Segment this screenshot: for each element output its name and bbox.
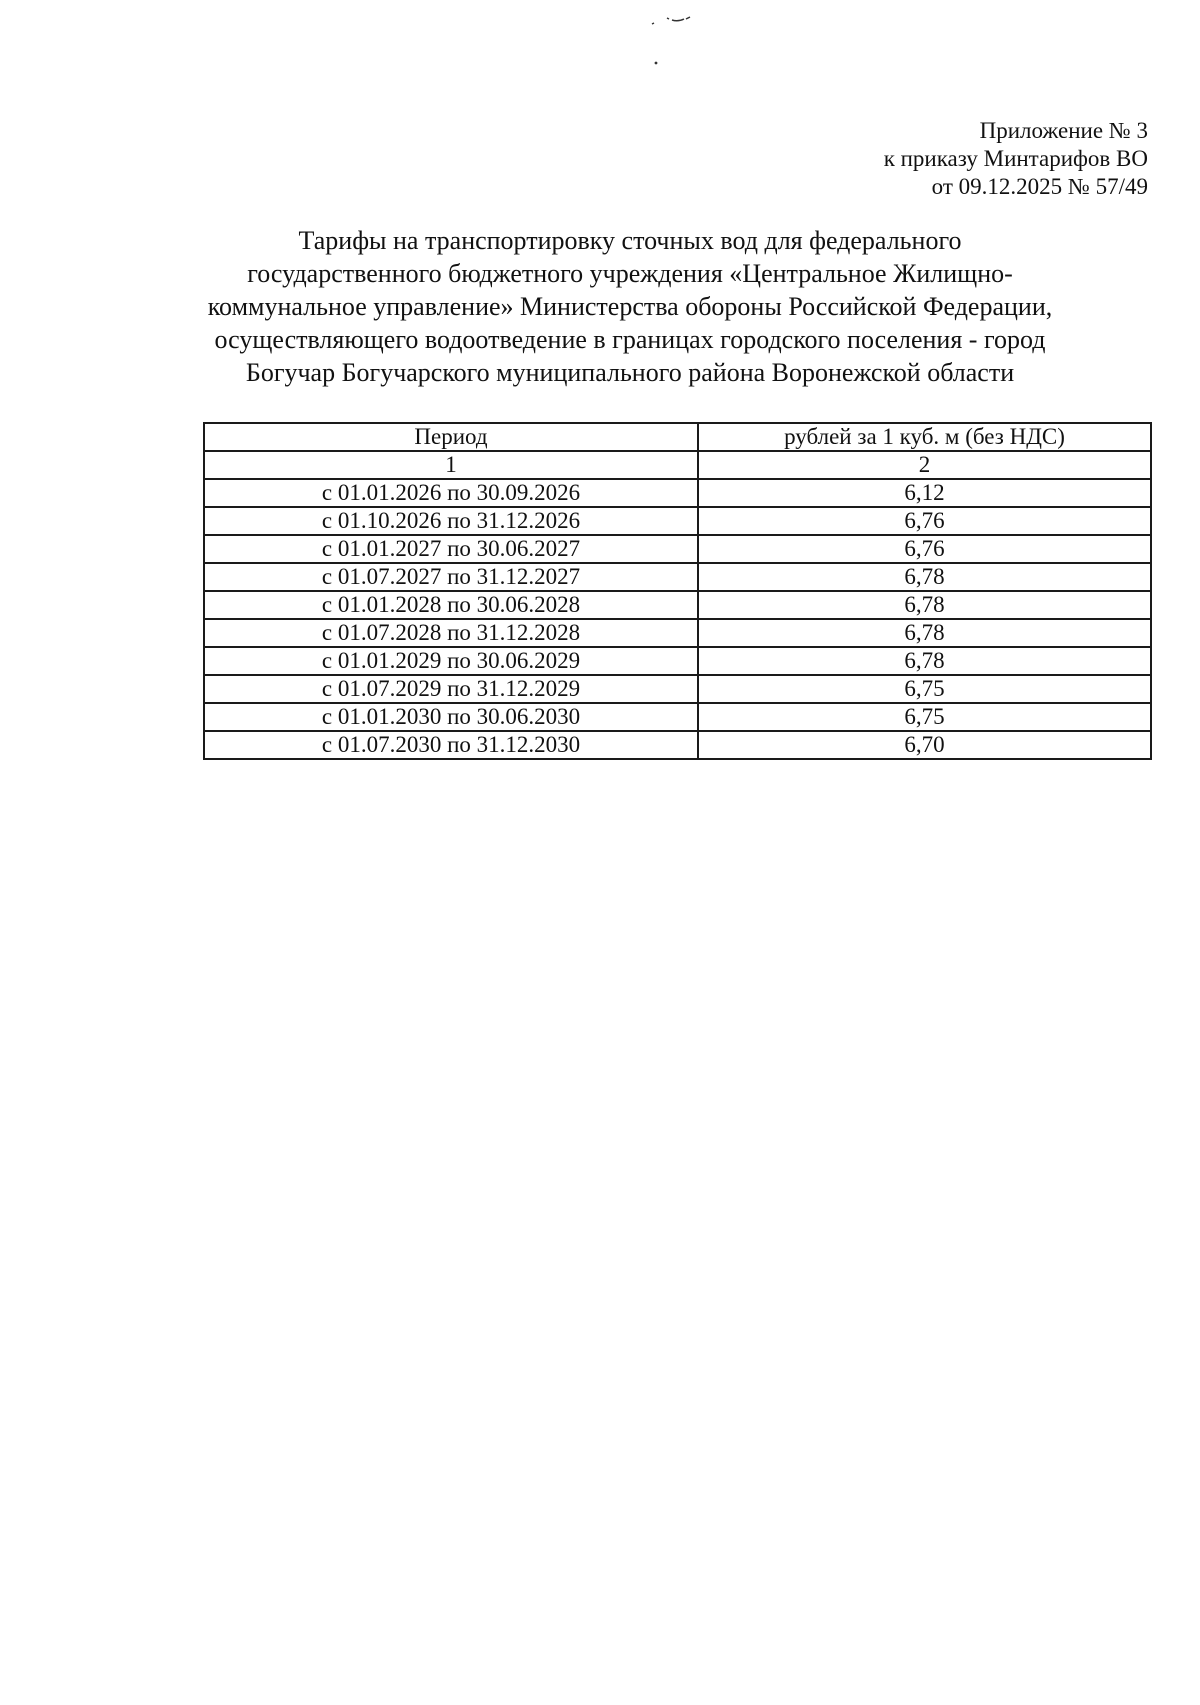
tariff-table: [203, 422, 1152, 760]
title-line: Богучар Богучарского муниципального района Воронежской области: [245, 358, 1015, 387]
title-line: осуществляющего водоотведение в границах городского поселения - город: [214, 325, 1046, 354]
column-number-1: 1: [204, 451, 698, 479]
column-number-row: [204, 451, 1151, 479]
document-title: [190, 224, 1070, 389]
table-row: [204, 731, 1151, 759]
rate-cell: 6,78: [698, 563, 1151, 591]
rate-cell: 6,76: [698, 535, 1151, 563]
title-line: государственного бюджетного учреждения «Центральное Жилищно-: [247, 259, 1013, 288]
period-cell: с 01.01.2026 по 30.09.2026: [204, 479, 698, 507]
header-period: Период: [204, 423, 698, 451]
period-cell: с 01.01.2029 по 30.06.2029: [204, 647, 698, 675]
table-row: [204, 507, 1151, 535]
rate-cell: 6,76: [698, 507, 1151, 535]
rate-cell: 6,12: [698, 479, 1151, 507]
table-row: [204, 535, 1151, 563]
table-row: [204, 647, 1151, 675]
table-row: [204, 703, 1151, 731]
rate-cell: 6,78: [698, 647, 1151, 675]
scan-artifact-marks: [650, 10, 710, 70]
column-number-2: 2: [698, 451, 1151, 479]
period-cell: с 01.07.2027 по 31.12.2027: [204, 563, 698, 591]
rate-cell: 6,78: [698, 591, 1151, 619]
period-cell: с 01.01.2027 по 30.06.2027: [204, 535, 698, 563]
appendix-number: Приложение № 3: [979, 118, 1148, 143]
period-cell: с 01.07.2030 по 31.12.2030: [204, 731, 698, 759]
period-cell: с 01.01.2030 по 30.06.2030: [204, 703, 698, 731]
period-cell: с 01.07.2029 по 31.12.2029: [204, 675, 698, 703]
appendix-order-date: от 09.12.2025 № 57/49: [931, 174, 1148, 199]
period-cell: с 01.01.2028 по 30.06.2028: [204, 591, 698, 619]
table-row: [204, 591, 1151, 619]
appendix-order-ref: к приказу Минтарифов ВО: [883, 146, 1148, 171]
table-row: [204, 619, 1151, 647]
rate-cell: 6,70: [698, 731, 1151, 759]
header-rate: рублей за 1 куб. м (без НДС): [698, 423, 1151, 451]
table-row: [204, 479, 1151, 507]
table-header-row: [204, 423, 1151, 451]
table-row: [204, 563, 1151, 591]
rate-cell: 6,75: [698, 675, 1151, 703]
rate-cell: 6,78: [698, 619, 1151, 647]
title-line: Тарифы на транспортировку сточных вод для федерального: [298, 226, 962, 255]
rate-cell: 6,75: [698, 703, 1151, 731]
period-cell: с 01.10.2026 по 31.12.2026: [204, 507, 698, 535]
table-row: [204, 675, 1151, 703]
appendix-reference: [728, 117, 1148, 201]
period-cell: с 01.07.2028 по 31.12.2028: [204, 619, 698, 647]
title-line: коммунальное управление» Министерства обороны Российской Федерации,: [207, 292, 1053, 321]
